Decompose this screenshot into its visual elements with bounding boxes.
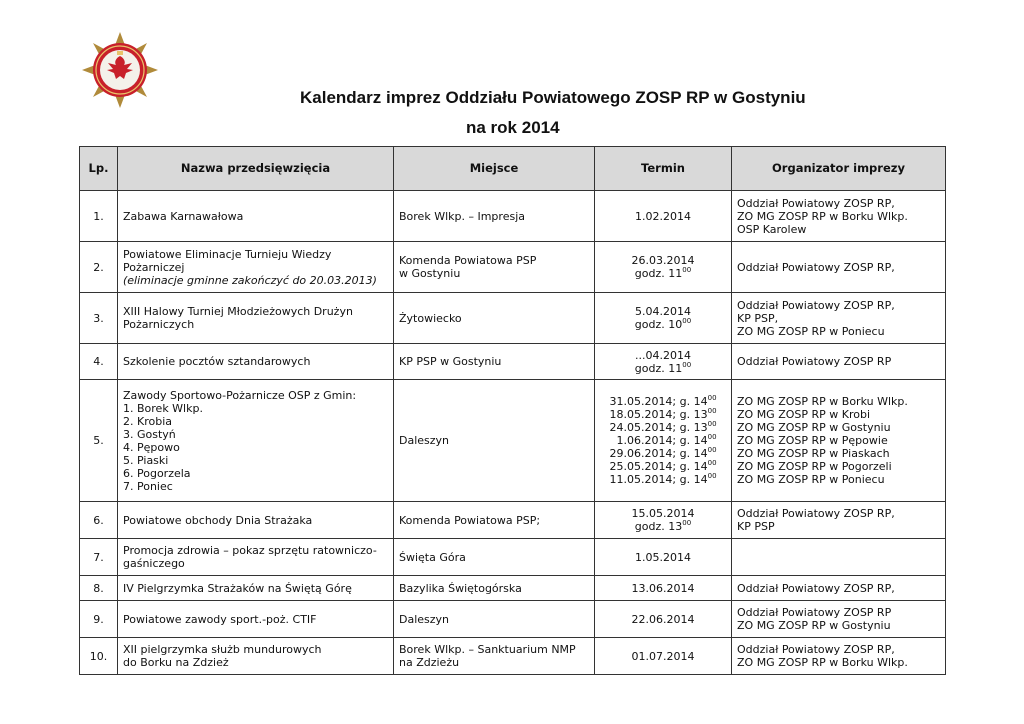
term-line [600,551,726,564]
row-number: 1. [80,191,118,242]
term-line [609,434,716,447]
cell-org [732,191,946,242]
name-text: Powiatowe Eliminacje Turnieju Wiedzy [123,247,332,261]
cell-name [118,576,394,601]
events-calendar-table [79,146,946,675]
table-body [80,191,946,675]
cell-term [595,380,732,502]
term-text: ...04.2014 [635,348,691,362]
title-line-2: na rok 2014 [466,118,560,137]
row-number: 3. [80,293,118,344]
org-text: ZO MG ZOSP RP w Borku Wlkp. [737,656,908,669]
cell-place [394,293,595,344]
term-lines [600,254,726,280]
org-text: Oddział Powiatowy ZOSP RP [737,606,892,619]
term-text: 29.06.2014; g. 14 [609,447,708,460]
row-number: 10. [80,638,118,675]
name-text: 6. Pogorzela [123,466,191,480]
org-text: Oddział Powiatowy ZOSP RP [737,355,892,368]
term-line [600,305,726,318]
row-number: 5. [80,380,118,502]
org-text: ZO MG ZOSP RP w Gostyniu [737,619,891,632]
name-text: 4. Pępowo [123,440,180,454]
org-text: ZO MG ZOSP RP w Poniecu [737,473,885,486]
name-text: 5. Piaski [123,453,169,467]
name-text: Pożarniczej [123,260,185,274]
term-line [600,362,726,375]
cell-org [732,293,946,344]
name-text: 3. Gostyń [123,427,176,441]
term-minutes-superscript: 00 [707,446,717,454]
row-number: 6. [80,502,118,539]
term-line [600,582,726,595]
org-text: Oddział Powiatowy ZOSP RP, [737,643,895,656]
name-text: 1. Borek Wlkp. [123,401,203,415]
org-text: Oddział Powiatowy ZOSP RP, [737,196,895,210]
org-text: KP PSP, [737,311,779,325]
term-text: godz. 13 [634,520,683,533]
term-line [600,650,726,663]
term-text: 1.06.2014; g. 14 [616,434,708,447]
name-text: Powiatowe obchody Dnia Strażaka [123,513,313,527]
org-text: ZO MG ZOSP RP w Piaskach [737,447,890,460]
row-number: 2. [80,242,118,293]
term-lines [600,507,726,533]
name-text: Promocja zdrowia – pokaz sprzętu ratowniczo- [123,544,377,557]
org-text: ZO MG ZOSP RP w Gostyniu [737,421,891,434]
cell-name [118,242,394,293]
term-line [600,507,726,520]
place-text: KP PSP w Gostyniu [399,355,502,368]
cell-term [595,191,732,242]
cell-name [118,293,394,344]
cell-org [732,502,946,539]
term-line [600,520,726,533]
term-line [609,473,716,486]
term-lines [600,650,726,663]
place-text: Żytowiecko [399,311,462,325]
term-line [609,421,716,434]
table-row [80,539,946,576]
term-text: 01.07.2014 [631,649,695,663]
cell-org [732,242,946,293]
term-text: 13.06.2014 [631,581,695,595]
term-minutes-superscript: 00 [682,266,692,274]
term-minutes-superscript: 00 [707,472,717,480]
cell-term [595,601,732,638]
term-line [609,395,716,408]
cell-term [595,502,732,539]
place-text: Borek Wlkp. – Impresja [399,209,525,223]
row-number: 4. [80,344,118,380]
term-lines [600,551,726,564]
name-text: do Borku na Zdzież [123,656,229,669]
term-lines [600,305,726,331]
term-lines [600,582,726,595]
cell-term [595,539,732,576]
term-text: 26.03.2014 [631,254,695,267]
cell-place [394,539,595,576]
cell-name [118,539,394,576]
term-text: 1.02.2014 [635,209,691,223]
org-text: ZO MG ZOSP RP w Poniecu [737,324,885,338]
term-line [600,613,726,626]
term-text: 31.05.2014; g. 14 [609,395,708,408]
term-minutes-superscript: 00 [682,317,692,325]
name-text: Zabawa Karnawałowa [123,209,244,223]
cell-place [394,638,595,675]
table-row [80,601,946,638]
cell-place [394,576,595,601]
term-lines [600,210,726,223]
name-text: Pożarniczych [123,318,195,331]
term-text: 18.05.2014; g. 13 [609,408,708,421]
cell-name [118,191,394,242]
term-lines [609,395,716,486]
term-line [609,460,716,473]
place-text: w Gostyniu [399,267,461,280]
cell-place [394,242,595,293]
org-text: KP PSP [737,520,775,533]
name-text: 2. Krobia [123,414,172,428]
cell-name [118,601,394,638]
term-minutes-superscript: 00 [707,459,717,467]
cell-org [732,601,946,638]
cell-name [118,638,394,675]
term-minutes-superscript: 00 [707,420,717,428]
cell-place [394,344,595,380]
org-text: ZO MG ZOSP RP w Pępowie [737,434,888,447]
term-minutes-superscript: 00 [707,433,717,441]
place-text: Bazylika Świętogórska [399,581,522,595]
term-minutes-superscript: 00 [682,360,692,369]
org-text: ZO MG ZOSP RP w Krobi [737,408,871,421]
name-text: gaśniczego [123,557,185,570]
term-text: 22.06.2014 [631,612,695,626]
place-text: Daleszyn [399,434,450,447]
row-number: 8. [80,576,118,601]
cell-org [732,380,946,502]
cell-org [732,539,946,576]
cell-name [118,502,394,539]
place-text: Borek Wlkp. – Sanktuarium NMP [399,643,576,656]
place-text: Święta Góra [399,550,466,564]
name-text: IV Pielgrzymka Strażaków na Świętą Górę [123,581,352,595]
cell-term [595,242,732,293]
place-text: na Zdzieżu [399,656,460,669]
cell-org [732,638,946,675]
column-header-organizer: Organizator imprezy [732,147,946,191]
org-text: ZO MG ZOSP RP w Borku Wlkp. [737,395,908,408]
name-text: XIII Halowy Turniej Młodzieżowych Drużyn [123,305,353,318]
term-line [600,267,726,280]
cell-place [394,191,595,242]
org-text: Oddział Powiatowy ZOSP RP, [737,260,895,274]
cell-org [732,344,946,380]
cell-term [595,344,732,380]
table-row [80,638,946,675]
cell-place [394,601,595,638]
cell-name [118,380,394,502]
org-text: OSP Karolew [737,222,807,236]
name-text: 7. Poniec [123,479,173,493]
column-header-place: Miejsce [394,147,595,191]
cell-term [595,576,732,601]
zosp-emblem-logo [80,30,160,110]
cell-org [732,576,946,601]
name-text: Zawody Sportowo-Pożarnicze OSP z Gmin: [123,388,357,402]
term-line [609,447,716,460]
table-row [80,576,946,601]
cell-name [118,344,394,380]
title-line-1: Kalendarz imprez Oddziału Powiatowego ZOSP RP w Gostyniu [300,88,806,107]
term-minutes-superscript: 00 [707,394,717,402]
table-row [80,344,946,380]
term-line [600,349,726,362]
term-text: godz. 10 [634,318,683,331]
cell-place [394,380,595,502]
org-text: ZO MG ZOSP RP w Pogorzeli [737,460,892,473]
term-line [600,254,726,267]
table-row [80,380,946,502]
term-minutes-superscript: 00 [707,407,717,415]
place-text: Komenda Powiatowa PSP [399,254,537,267]
term-text: godz. 11 [634,361,683,375]
table-row [80,242,946,293]
term-text: 11.05.2014; g. 14 [609,473,708,486]
name-text: Powiatowe zawody sport.-poż. CTIF [123,612,317,626]
term-line [600,210,726,223]
org-text: Oddział Powiatowy ZOSP RP, [737,298,895,312]
cell-term [595,638,732,675]
name-note-text: (eliminacje gminne zakończyć do 20.03.2013) [123,273,377,287]
term-text: 24.05.2014; g. 13 [609,421,708,434]
cell-place [394,502,595,539]
column-header-lp: Lp. [80,147,118,191]
place-text: Komenda Powiatowa PSP; [399,513,541,527]
row-number: 7. [80,539,118,576]
term-line [609,408,716,421]
term-minutes-superscript: 00 [682,519,692,527]
term-text: 15.05.2014 [631,507,695,520]
term-text: 1.05.2014 [635,550,691,564]
org-text: Oddział Powiatowy ZOSP RP, [737,507,895,520]
term-lines [600,613,726,626]
name-text: XII pielgrzymka służb mundurowych [123,643,322,656]
org-text: ZO MG ZOSP RP w Borku Wlkp. [737,209,908,223]
term-line [600,318,726,331]
place-text: Daleszyn [399,612,450,626]
term-text: godz. 11 [634,267,683,280]
table-header-row [80,147,946,191]
term-text: 5.04.2014 [635,305,691,318]
column-header-term: Termin [595,147,732,191]
name-text: Szkolenie pocztów sztandarowych [123,355,311,368]
column-header-name: Nazwa przedsięwzięcia [118,147,394,191]
row-number: 9. [80,601,118,638]
table-row [80,191,946,242]
table-row [80,502,946,539]
table-row [80,293,946,344]
cell-term [595,293,732,344]
org-text: Oddział Powiatowy ZOSP RP, [737,581,895,595]
term-text: 25.05.2014; g. 14 [609,460,708,473]
term-lines [600,349,726,375]
